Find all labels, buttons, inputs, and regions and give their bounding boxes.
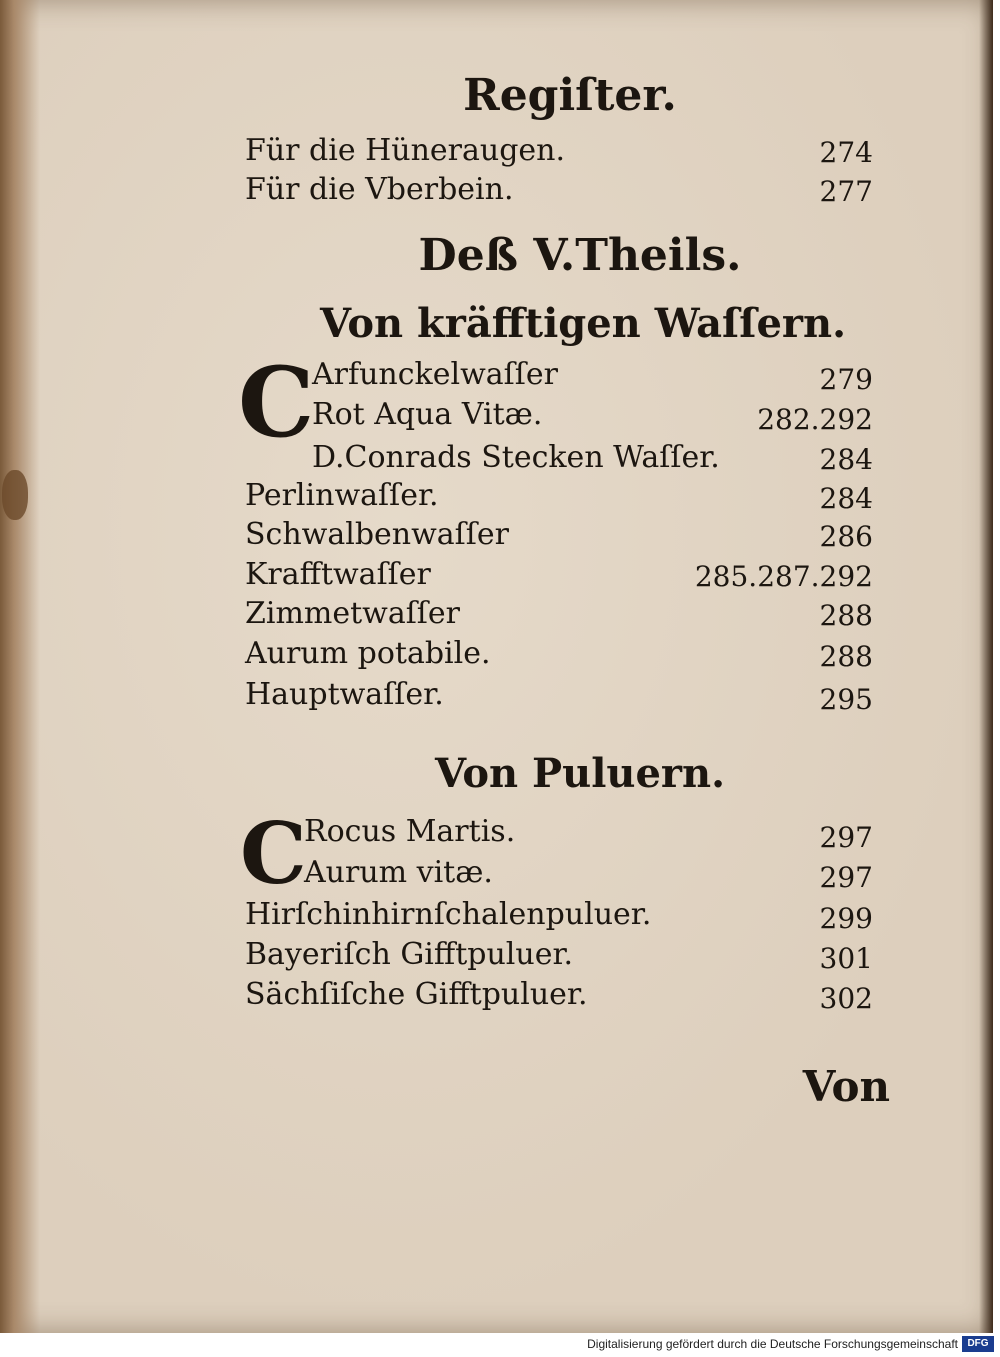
entry-text: Für die Vberbein. xyxy=(245,172,514,207)
drop-cap-initial: C xyxy=(238,346,315,459)
footer-credit: Digitalisierung gefördert durch die Deutsche Forschungsgemeinschaft xyxy=(587,1337,958,1351)
entry-text: Perlinwaſſer. xyxy=(245,478,439,513)
entry-page: 288 xyxy=(819,599,873,632)
catchword: Von xyxy=(802,1062,890,1111)
entry-text: Rocus Martis. xyxy=(304,814,516,849)
digitization-footer xyxy=(0,1333,1000,1357)
entry-text: Hirſchinhirnſchalenpuluer. xyxy=(245,897,652,932)
entry-page: 284 xyxy=(819,443,873,476)
entry-text: Hauptwaſſer. xyxy=(245,677,444,712)
entry-text: Für die Hüneraugen. xyxy=(245,133,566,168)
section-heading-powders: Von Puluern. xyxy=(434,750,726,797)
entry-text: D.Conrads Stecken Waſſer. xyxy=(312,440,720,475)
entry-page: 288 xyxy=(819,640,873,673)
entry-page: 301 xyxy=(819,942,873,975)
entry-page: 284 xyxy=(819,482,873,515)
entry-page: 279 xyxy=(819,363,873,396)
entry-text: Sächſiſche Gifftpuluer. xyxy=(245,977,588,1012)
dfg-logo: DFG xyxy=(962,1336,994,1352)
entry-text: Arfunckelwaſſer xyxy=(312,357,558,392)
page-edge-shadow xyxy=(979,0,993,1333)
page-spine-shadow xyxy=(0,0,40,1333)
entry-page: 282.292 xyxy=(757,403,873,436)
entry-page: 299 xyxy=(819,902,873,935)
entry-page: 302 xyxy=(819,982,873,1015)
entry-page: 286 xyxy=(819,520,873,553)
entry-text: Krafftwaſſer xyxy=(245,557,431,592)
entry-page: 274 xyxy=(819,136,873,169)
entry-text: Zimmetwaſſer xyxy=(245,596,461,631)
drop-cap-initial: C xyxy=(240,804,307,903)
part-heading: Deß V.Theils. xyxy=(418,230,742,281)
entry-page: 297 xyxy=(819,861,873,894)
running-header: Regiſter. xyxy=(463,70,677,121)
entry-page: 277 xyxy=(819,175,873,208)
ink-stain xyxy=(2,470,28,520)
entry-text: Aurum vitæ. xyxy=(304,855,493,890)
entry-text: Bayeriſch Gifftpuluer. xyxy=(245,937,574,972)
entry-text: Aurum potabile. xyxy=(245,636,491,671)
entry-text: Schwalbenwaſſer xyxy=(245,517,509,552)
section-heading-waters: Von kräfftigen Waſſern. xyxy=(320,300,846,347)
entry-text: Rot Aqua Vitæ. xyxy=(312,397,543,432)
entry-page: 297 xyxy=(819,821,873,854)
entry-page: 295 xyxy=(819,683,873,716)
entry-page: 285.287.292 xyxy=(694,560,873,593)
